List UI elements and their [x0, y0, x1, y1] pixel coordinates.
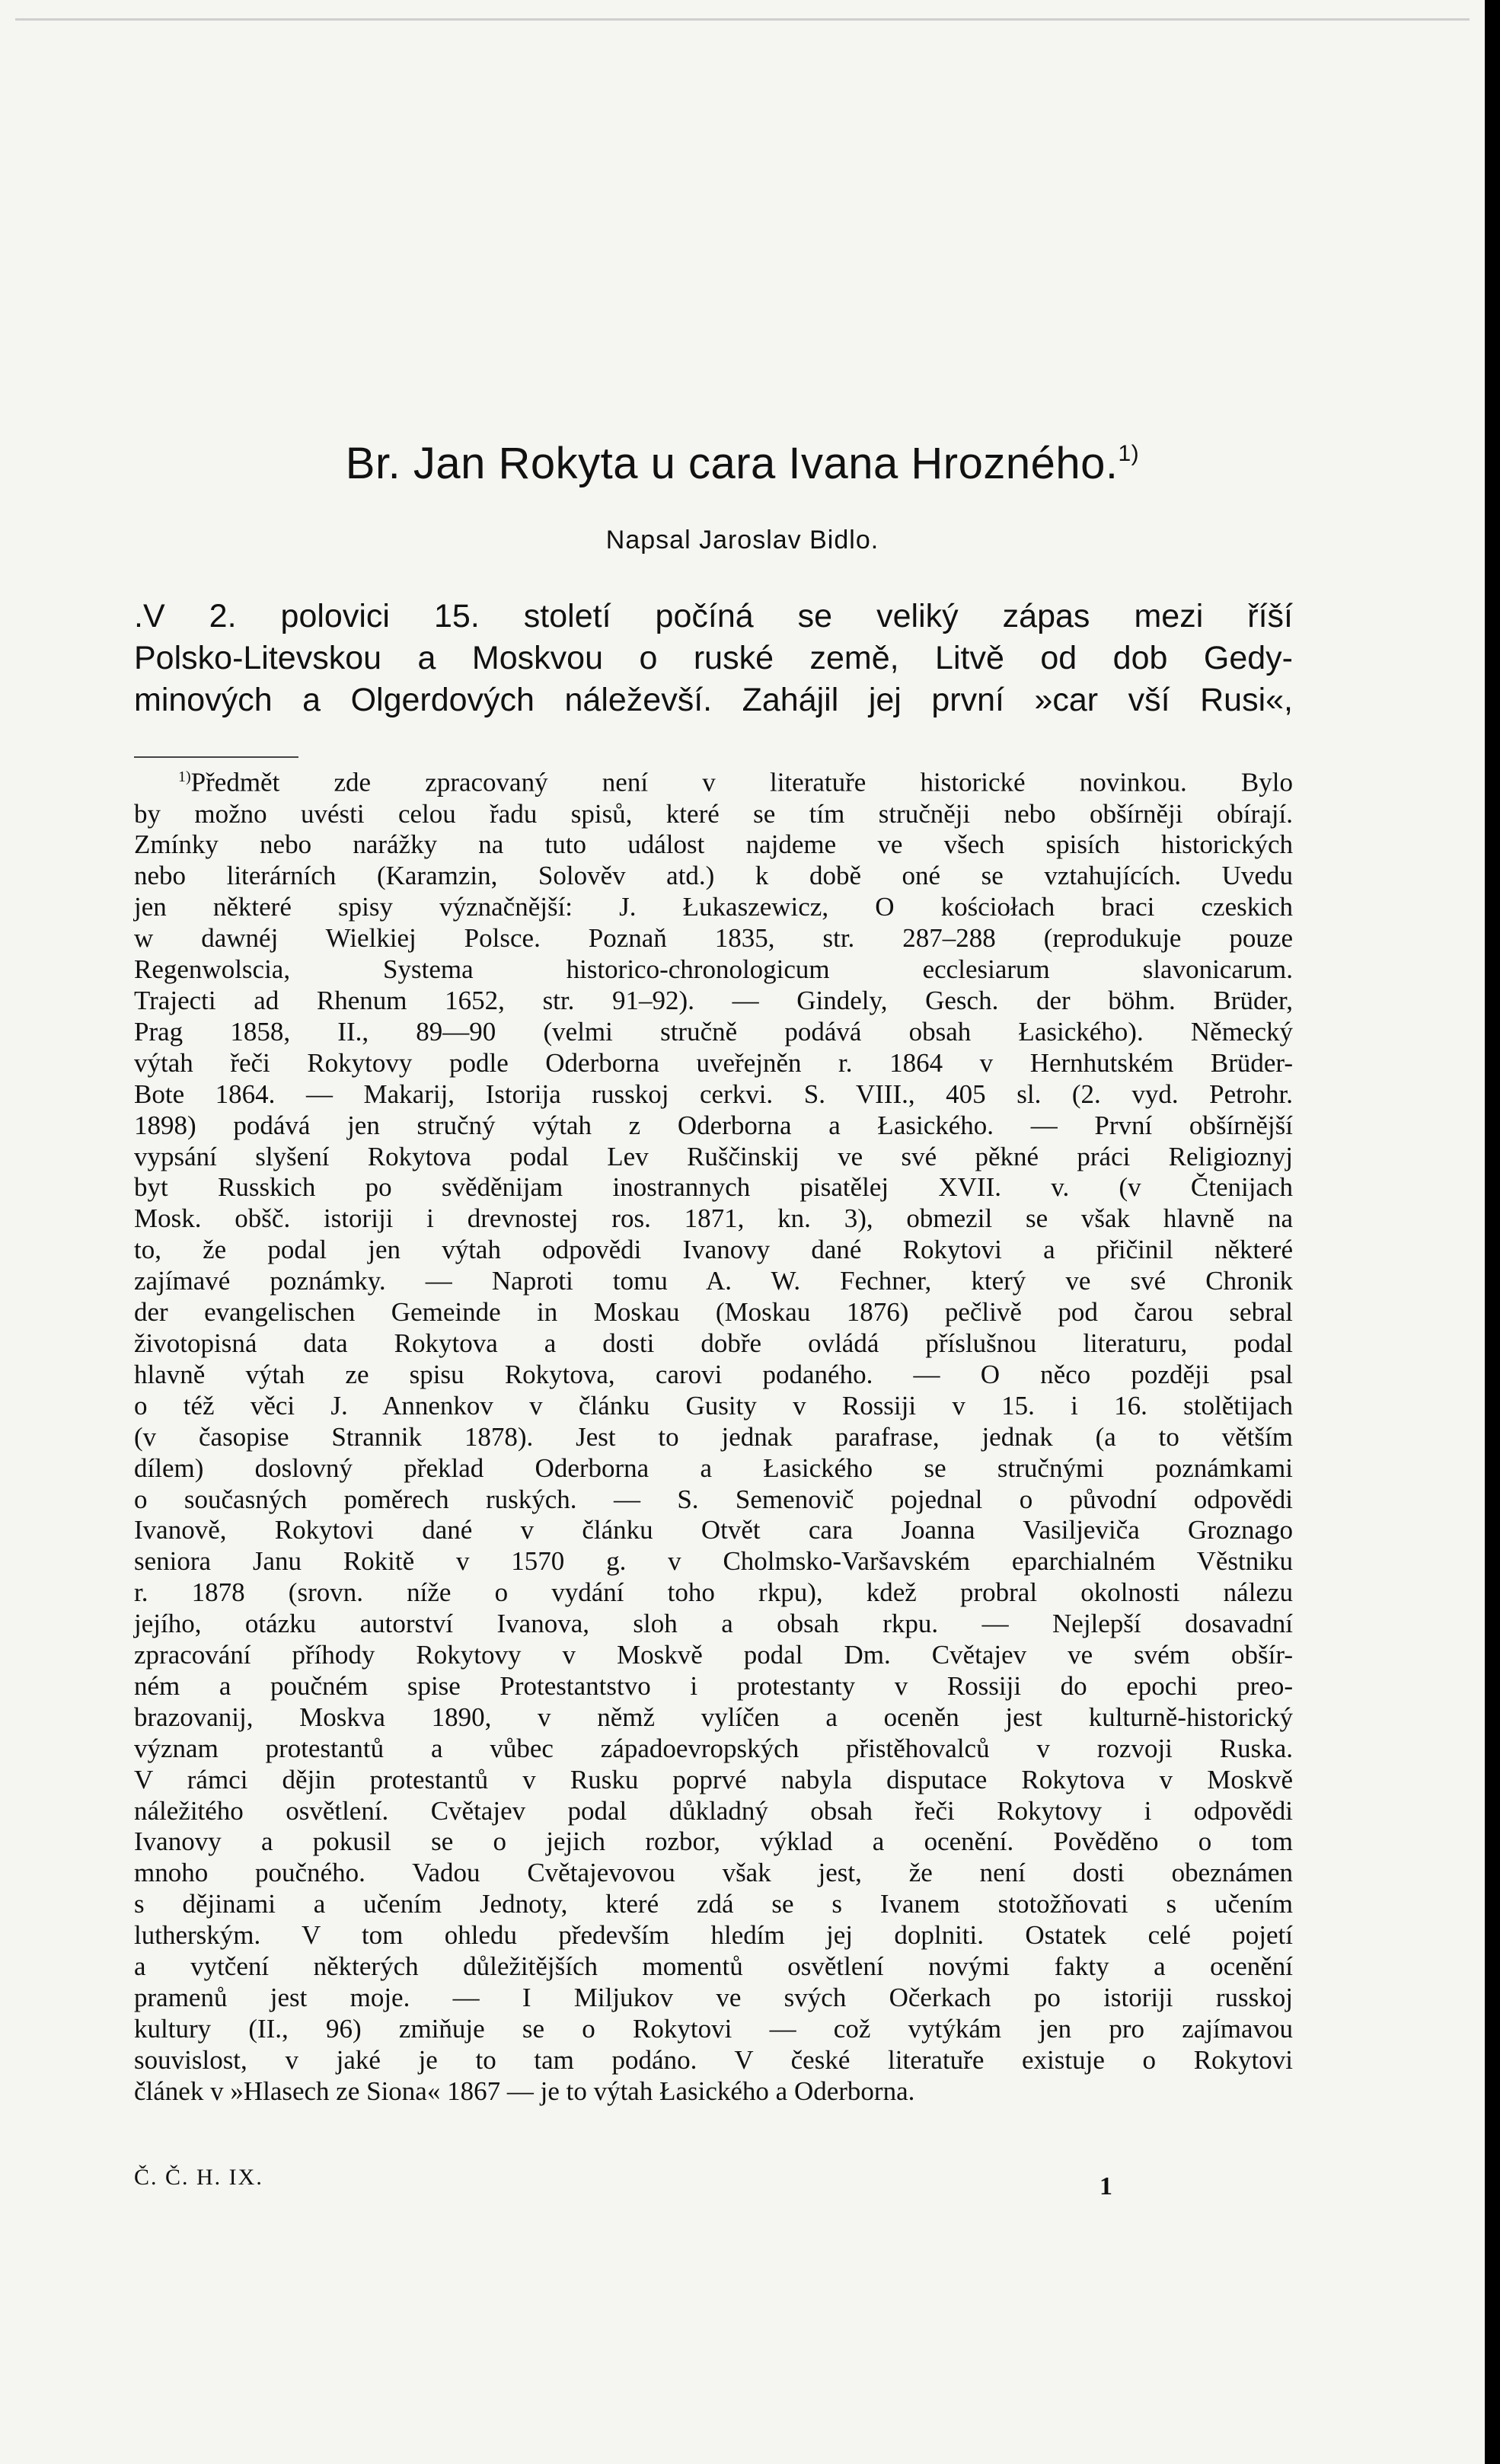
footnote-first-line [134, 762, 1293, 799]
footnote-line: seniora Janu Rokitě v 1570 g. v Cholmsko-Varšavském eparchialném Věstniku [134, 1546, 1293, 1577]
footnote-line: nebo literárních (Karamzin, Solověv atd.) k době oné se vztahujících. Uvedu [134, 861, 1293, 891]
footnote-line: o současných poměrech ruských. — S. Semenovič pojednal o původní odpovědi [134, 1484, 1293, 1514]
article-author: Napsal Jaroslav Bidlo. [605, 526, 879, 554]
intro-line: .V 2. polovici 15. století počíná se veliký zápas mezi říší [134, 598, 1293, 634]
footnote-line: náležitého osvětlení. Cvětajev podal důkladný obsah řeči Rokytovy i odpovědi [134, 1795, 1293, 1826]
footnote-mark: 1) [178, 769, 191, 785]
footnote-line: jejího, otázku autorství Ivanova, sloh a obsah rkpu. — Nejlepší dosavadní [134, 1609, 1293, 1639]
footnote-line: dílem) doslovný překlad Oderborna a Łasického se stručnými poznámkami [134, 1453, 1293, 1483]
footnote-line: Ivanovy a pokusil se o jejich rozbor, výklad a ocenění. Pověděno o tom [134, 1826, 1293, 1857]
footnote-line: Prag 1858, II., 89—90 (velmi stručně podává obsah Łasického). Německý [134, 1016, 1293, 1047]
footnote-line: zajímavé poznámky. — Naproti tomu A. W. Fechner, který ve své Chronik [134, 1266, 1293, 1296]
footnote-line: (v časopise Strannik 1878). Jest to jednak parafrase, jednak (a to větším [134, 1421, 1293, 1452]
footnote-line: kultury (II., 96) zmiňuje se o Rokytovi — což vytýkám jen pro zajímavou [134, 2013, 1293, 2044]
article-title-text: Br. Jan Rokyta u cara Ivana Hrozného. [345, 439, 1119, 488]
footnote [134, 762, 1293, 2108]
footnote-line: to, že podal jen výtah odpovědi Ivanovy dané Rokytovi a přičinil některé [134, 1235, 1293, 1265]
page-number: 1 [1099, 2172, 1112, 2200]
footnote-line: hlavně výtah ze spisu Rokytova, carovi podaného. — O něco později psal [134, 1359, 1293, 1389]
footnote-line: ném a poučném spise Protestantstvo i protestanty v Rossiji do epochi preo- [134, 1670, 1293, 1701]
footnote-line: vypsání slyšení Rokytova podal Lev Ruščinskij ve své pěkné práci Religioznyj [134, 1141, 1293, 1171]
footnote-line: brazovanij, Moskva 1890, v němž vylíčen a oceněn jest kulturně-historický [134, 1702, 1293, 1732]
footnote-line: pramenů jest moje. — I Miljukov ve svých Očerkach po istoriji russkoj [134, 1983, 1293, 2012]
footnote-line-text: Předmět zde zpracovaný není v literatuře historické novinkou. Bylo [190, 767, 1293, 797]
footnote-line: Regenwolscia, Systema historico-chronologicum ecclesiarum slavonicarum. [134, 954, 1293, 985]
footnote-line: zpracování příhody Rokytovy v Moskvě podal Dm. Cvětajev ve svém obšír- [134, 1640, 1293, 1670]
footnote-line: Ivanově, Rokytovi dané v článku Otvět cara Joanna Vasiljeviča Groznago [134, 1515, 1293, 1545]
footnote-line: der evangelischen Gemeinde in Moskau (Moskau 1876) pečlivě pod čarou sebral [134, 1297, 1293, 1328]
intro-line: minových a Olgerdových náleževší. Zahájil jej první »car vší Rusi«, [134, 682, 1293, 718]
footnote-separator [134, 756, 298, 758]
intro-line: Polsko-Litevskou a Moskvou o ruské země, Litvě od dob Gedy- [134, 640, 1293, 676]
footnote-line: význam protestantů a vůbec západoevropských přistěhovalců v rozvoji Ruska. [134, 1733, 1293, 1763]
article-title [0, 438, 1485, 489]
footnote-line: lutherským. V tom ohledu především hledím jej doplniti. Ostatek celé pojetí [134, 1920, 1293, 1951]
footnote-line: 1898) podává jen stručný výtah z Oderborna a Łasického. — První obšírnější [134, 1110, 1293, 1140]
footnote-line: by možno uvésti celou řadu spisů, které se tím stručněji nebo obšírněji obírají. [134, 798, 1293, 829]
footnote-line: jen některé spisy význačnější: J. Łukaszewicz, O kościołach braci czeskich [134, 892, 1293, 922]
footnote-line: souvislost, v jaké je to tam podáno. V české literatuře existuje o Rokytovi [134, 2044, 1293, 2075]
scan-edge-line [15, 18, 1470, 21]
footnote-line: byt Russkich po svěděnijam inostrannych pisatělej XVII. v. (v Čtenijach [134, 1172, 1293, 1203]
footnote-line: r. 1878 (srovn. níže o vydání toho rkpu), kdež probral okolnosti nálezu [134, 1577, 1293, 1608]
footnote-line: mnoho poučného. Vadou Cvětajevovou však jest, že není dosti obeznámen [134, 1858, 1293, 1888]
footnote-line: w dawnéj Wielkiej Polsce. Poznaň 1835, str. 287–288 (reprodukuje pouze [134, 923, 1293, 954]
footnote-line: o též věci J. Annenkov v článku Gusity v Rossiji v 15. i 16. stolětijach [134, 1390, 1293, 1421]
footnote-line: výtah řeči Rokytovy podle Oderborna uveřejněn r. 1864 v Hernhutském Brüder- [134, 1047, 1293, 1078]
footnote-line: Trajecti ad Rhenum 1652, str. 91–92). — Gindely, Gesch. der böhm. Brüder, [134, 986, 1293, 1015]
footnote-reference: 1) [1118, 441, 1140, 466]
footnote-line: Mosk. obšč. istoriji i drevnostej ros. 1871, kn. 3), obmezil se však hlavně na [134, 1203, 1293, 1234]
intro-paragraph [134, 596, 1293, 721]
footnote-line: Zmínky nebo narážky na tuto událost najdeme ve všech spisích historických [134, 829, 1293, 860]
footnote-line: životopisná data Rokytova a dosti dobře ovládá příslušnou literaturu, podal [134, 1328, 1293, 1358]
footnote-line: Bote 1864. — Makarij, Istorija russkoj cerkvi. S. VIII., 405 sl. (2. vyd. Petrohr. [134, 1079, 1293, 1109]
footnote-line: a vytčení některých důležitějších momentů osvětlení novými fakty a ocenění [134, 1951, 1293, 1982]
footnote-line: článek v »Hlasech ze Siona« 1867 — je to výtah Łasického a Oderborna. [134, 2076, 915, 2106]
journal-signature: Č. Č. H. IX. [134, 2165, 263, 2190]
footnote-line: s dějinami a učením Jednoty, které zdá se s Ivanem stotožňovati s učením [134, 1889, 1293, 1919]
footnote-line: V rámci dějin protestantů v Rusku poprvé nabyla disputace Rokytova v Moskvě [134, 1764, 1293, 1794]
